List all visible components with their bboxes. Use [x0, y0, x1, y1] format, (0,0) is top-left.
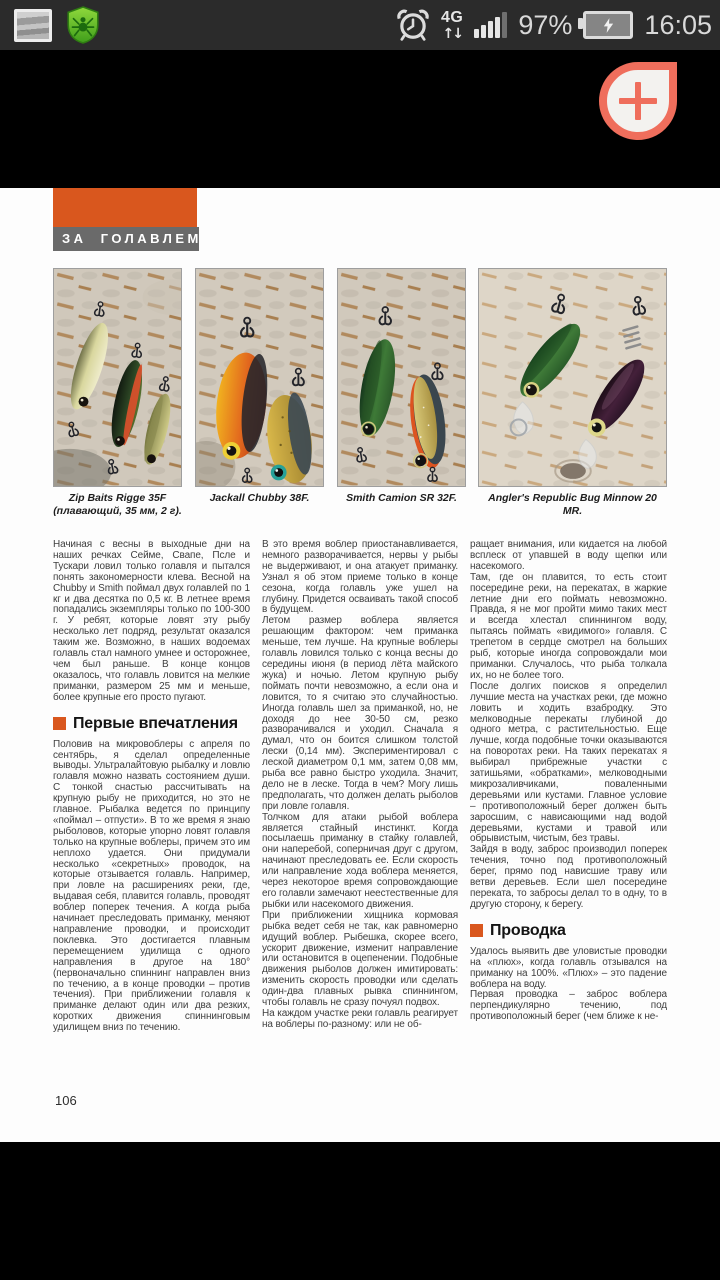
section-heading-first-impressions [53, 715, 250, 733]
lure-photo-1 [53, 268, 182, 487]
section-bullet-icon [470, 924, 483, 937]
body-paragraph: Зайдя в воду, заброс производил поперек течения, точно под противоположный берег, прямо под нависшие траву или ветви деревьев. Если шел посередине переката, то забросы делал то в одну, то в другую сторону, к берегу. [470, 844, 667, 910]
lure-photo-2-illustration [196, 269, 323, 486]
body-paragraph: После долгих поисков я определил лучшие места на участках реки, где можно ловить и ходить взабродку. Это мелководные перекаты глубиной до одного метра, с растительностью. Еще лучше, когда подобные точки оказываются на поворотах реки. На таких перекатах я выбирал прибрежные участки с затишьями, «обратками», мелководными микрозаливчиками, поваленными деревьями или кустами. Главное условие – противоположный берег должен быть заросшим, с нависающими над водой деревьями, кустами и травой или обрывистым, чистым, без травы. [470, 680, 667, 845]
pdf-page[interactable] [0, 188, 720, 1142]
body-paragraph: На каждом участке реки голавль реагирует на воблеры по-разному: или не об- [262, 1007, 458, 1030]
section-tag: ЗА ГОЛАВЛЕМ [53, 227, 199, 251]
body-paragraph: Толчком для атаки рыбой воблера является стайный инстинкт. Когда посылаешь приманку в стайку голавлей, они наперебой, соперничая друг с другом, начинают преследовать ее. Если скорость или направление хода воблера меняется, через некоторое время сопровождающие его голавли замечают неестественные для рыбки или насекомого движения. [262, 811, 458, 910]
network-type-label: 4G [441, 8, 464, 26]
drweb-shield-icon [65, 6, 101, 44]
lure-photo-1-illustration [54, 269, 181, 486]
photo-caption-3: Smith Camion SR 32F. [346, 492, 457, 504]
photo-caption-2: Jackall Chubby 38F. [209, 492, 310, 504]
section-heading-label: Первые впечатления [73, 714, 238, 732]
screenshot-notification-icon [14, 9, 52, 42]
lure-photo-4 [478, 268, 667, 487]
lure-photo-3-illustration [338, 269, 465, 486]
section-heading-label: Проводка [490, 921, 566, 939]
body-paragraph: Половив на микровоблеры с апреля по сентябрь, я сделал определенные выводы. Ультралайтовую рыбалку и ловлю голавля можно назвать состоянием души. С тонкой снастью рассчитывать на крупную рыбу не приходится, но это не главное. Рыбалка ведется по принципу «поймал – отпусти». В то же время я знаю рыболовов, которые упорно ловят голавля только на крупные воблеры, причем это им неплохо удается. Они придумали несколько «секретных» проводок, на которые отзывается голавль. Например, при ловле на расширениях реки, где, выдавая себя, плавится голавль, проводят воблер поперек течения. А когда рыба начинает преследовать приманку, меняют направление проводки, и происходит поклевка. Это достигается плавным перемещением удилища с одного направления в другое на 180° (первоначально спиннинг направлен вниз по течению, а в конце проводки – против течения). При приближении голавля к приманке делают один или два резких, коротких движения спиннинговым удилищем вниз по течению. [53, 738, 250, 1034]
text-column-3 [470, 540, 667, 1106]
photo-caption-1: Zip Baits Rigge 35F (плавающий, 35 мм, 2 г). [53, 492, 182, 517]
alarm-clock-icon [396, 8, 430, 42]
status-bar-indicators [396, 8, 720, 42]
section-bullet-icon [53, 717, 66, 730]
status-bar-notifications [0, 6, 101, 44]
body-paragraph: Там, где он плавится, то есть стоит посередине реки, на перекатах, в жаркие летние дни его поймать невозможно. Правда, я не мог пройти мимо таких мест и всегда хлестал спиннингом воду, пытаясь поймать «видимого» голавля. С трепетом в сердце смотрел на больших рыб, которые иногда сопровождали мои приманки. Случалось, что рыба толкала их, но не более того. [470, 571, 667, 681]
status-bar [0, 0, 720, 50]
mobile-data-4g-icon [441, 10, 463, 41]
lure-photo-2 [195, 268, 324, 487]
add-fab-button[interactable] [599, 62, 677, 140]
body-paragraph: ращает внимания, или кидается на любой всплеск от упавшей в воду щепки или насекомого. [470, 540, 667, 572]
page-number: 106 [55, 1093, 77, 1108]
lure-photo-4-illustration [479, 269, 666, 486]
text-column-2 [262, 540, 458, 1106]
text-column-1 [53, 540, 250, 1106]
battery-percent-label: 97% [518, 9, 573, 40]
signal-strength-icon [474, 12, 507, 38]
clock-label: 16:05 [644, 9, 712, 40]
section-heading-retrieve [470, 922, 667, 940]
body-paragraph: Летом размер воблера является решающим фактором: чем приманка меньше, тем лучше. На крупные воблеры голавль ловился только с конца весны до середины июня (в период лёта майского жука) и ночью. Летом крупную рыбу поймать почти невозможно, а если она и ловится, то я считаю это случайностью. Иногда голавль шел за приманкой, но, не доходя до нее 30-50 см, резко разворачивался и уходил. Сначала я думал, что он боится слишком толстой лески (0,14 мм). Экспериментировал с леской диаметром 0,1 мм, затем 0,08 мм, рыба все равно быстро уходила. Значит, дело не в леске. Тогда в чем? Могу лишь предполагать, что должен делать рыболов при ловле голавля. [262, 615, 458, 812]
body-paragraph: Удалось выявить две уловистые проводки на «плюх», когда голавль отзывался на приманку на 100%. «Плюх» – это падение воблера на воду. [470, 945, 667, 990]
data-arrows-icon: ↑↓ [442, 25, 462, 42]
photo-caption-4: Angler's Republic Bug Minnow 20 MR. [488, 492, 657, 517]
body-paragraph: Начиная с весны в выходные дни на наших речках Сейме, Свапе, Псле и Тускари ловил только голавля и пытался понять закономерности клева. Весной на Chubby и Smith поймал двух голавлей по 1 кг и два десятка по 0,5 кг. В летнее время попадались экземпляры только по 100-300 г. У ребят, которые ловят эту рыбу несколько лет подряд, результат оказался таким же. Возможно, в наших водоемах голавль стал намного умнее и осторожнее, чем был раньше. В конце концов оказалось, что голавль ловится на мелкие приманки, размером 25 мм и меньше, более крупные его просто пугают. [53, 540, 250, 703]
body-paragraph: При приближении хищника кормовая рыбка ведет себя не так, как равномерно идущий воблер. Рыбешка, скорее всего, ускорит движение, изменит направление или остановится в оцепенении. Подобные движения рыболов должен имитировать: изменить скорость проводки или сделать один-два плавных рывка спиннингом, чтобы голавль не сразу почуял подвох. [262, 909, 458, 1009]
lure-photo-3 [337, 268, 466, 487]
battery-charging-icon [583, 11, 633, 39]
body-paragraph: В это время воблер приостанавливается, немного разворачивается, нервы у рыбы не выдерживают, и она атакует приманку. Узнал я об этом приеме только в конце сезона, когда голавль уже ушел на глубину. Придется осваивать такой способ в будущем. [262, 540, 458, 616]
body-paragraph: Первая проводка – заброс воблера перпендикулярно течению, под противоположный берег (чем ближе к не- [470, 989, 667, 1023]
section-header-block [53, 188, 197, 227]
